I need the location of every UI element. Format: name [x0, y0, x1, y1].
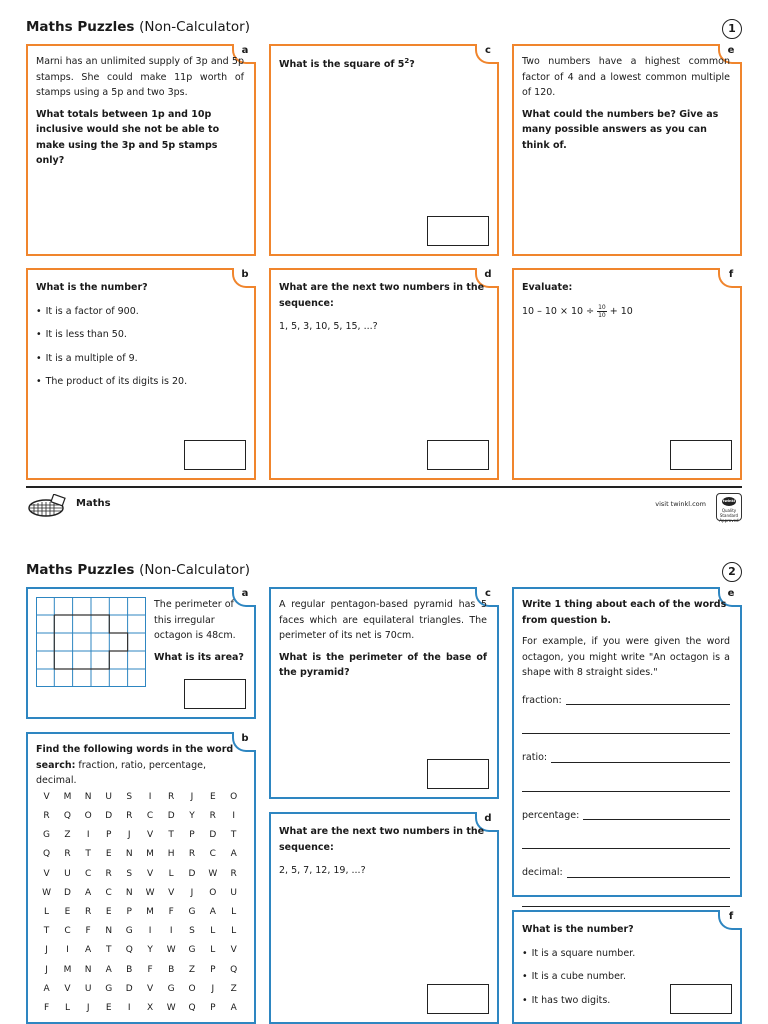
card-intro: Two numbers have a highest common factor of 4 and a lowest common multiple of 120.: [522, 56, 730, 98]
word-search-letter[interactable]: V: [146, 868, 154, 879]
card-content: [279, 824, 487, 885]
puzzle-card-f: [512, 910, 742, 1024]
card-letter: e: [718, 587, 742, 607]
answer-box[interactable]: [427, 984, 489, 1014]
fraction: [597, 304, 607, 319]
card-question: What could the numbers be? Give as many possible answers as you can think of.: [522, 108, 719, 151]
answer-line-percentage[interactable]: [522, 808, 730, 824]
card-content: [522, 54, 730, 159]
title-subtitle: (Non-Calculator): [139, 562, 250, 578]
word-search-letter[interactable]: G: [167, 983, 175, 994]
footer-website[interactable]: visit twinkl.com: [655, 500, 706, 508]
word-search-letter[interactable]: B: [168, 964, 175, 975]
card-letter: f: [718, 268, 742, 288]
question-words: fraction, ratio, percentage, decimal.: [36, 759, 206, 786]
word-search-letter[interactable]: J: [86, 1002, 90, 1013]
card-letter: a: [232, 587, 256, 607]
answer-box[interactable]: [427, 216, 489, 246]
puzzle-card-e: [512, 44, 742, 256]
word-search-letter[interactable]: D: [188, 868, 196, 879]
card-question: Write 1 thing about each of the words from question b.: [522, 599, 727, 626]
word-search-letter[interactable]: L: [231, 926, 237, 937]
word-search-letter[interactable]: A: [105, 964, 112, 975]
word-search-letter[interactable]: E: [105, 906, 112, 917]
word-search-letter[interactable]: X: [146, 1002, 154, 1013]
card-intro: Marni has an unlimited supply of 3p and 5p stamps. She could make 11p worth of stamps using a 5p and two 3ps.: [36, 56, 244, 98]
clue-item: • It is a multiple of 9.: [36, 351, 244, 367]
word-search-letter[interactable]: S: [189, 926, 195, 937]
word-search-letter[interactable]: R: [43, 811, 50, 822]
card-question: What is the perimeter of the base of the pyramid?: [279, 651, 487, 678]
answer-box[interactable]: [427, 759, 489, 789]
word-search-letter[interactable]: Q: [125, 945, 133, 956]
word-search-letter[interactable]: C: [84, 868, 92, 879]
write-line[interactable]: [522, 905, 730, 907]
word-search-letter[interactable]: R: [188, 849, 196, 860]
word-search-letter[interactable]: P: [126, 906, 132, 917]
card-question: What totals between 1p and 10p inclusive would she not be able to make using the 3p and 5p stamps only?: [36, 108, 220, 166]
expression-before: 10 – 10 × 10 ÷: [522, 305, 595, 317]
word-search-letter[interactable]: B: [126, 964, 133, 975]
word-search-letter[interactable]: R: [85, 906, 92, 917]
card-letter: b: [232, 732, 256, 752]
title-bold: Maths Puzzles: [26, 19, 135, 35]
question-suffix: ?: [409, 59, 415, 71]
puzzle-card-b: [26, 732, 256, 1024]
page-number-badge: 1: [722, 19, 742, 39]
answer-box[interactable]: [184, 679, 246, 709]
card-content: [279, 54, 487, 79]
field-label: percentage:: [522, 809, 580, 821]
word-search-letter[interactable]: L: [64, 1002, 70, 1013]
expression-after: + 10: [609, 305, 633, 317]
field-label: ratio:: [522, 752, 548, 763]
word-search-letter[interactable]: V: [146, 830, 154, 841]
word-search-letter[interactable]: P: [210, 964, 216, 975]
word-search-letter[interactable]: P: [105, 830, 112, 841]
word-search-letter[interactable]: I: [232, 811, 235, 822]
card-letter: d: [475, 268, 499, 288]
word-search-letter[interactable]: Q: [188, 1002, 196, 1013]
badge-text: Quality Standard Approved: [719, 508, 739, 523]
word-search-letter[interactable]: G: [105, 983, 113, 994]
word-search-letter[interactable]: O: [230, 791, 238, 802]
word-search-letter[interactable]: S: [126, 791, 133, 802]
word-search-letter[interactable]: C: [146, 811, 154, 822]
card-question: What is its area?: [154, 651, 244, 663]
card-letter: c: [475, 44, 499, 64]
word-search-letter[interactable]: V: [43, 868, 50, 879]
word-search-letter[interactable]: V: [168, 887, 175, 898]
write-line[interactable]: [567, 876, 730, 878]
card-letter: e: [718, 44, 742, 64]
answer-box[interactable]: [427, 440, 489, 470]
page-title: [26, 19, 250, 35]
word-search-row: [36, 980, 244, 999]
write-line[interactable]: [551, 761, 730, 763]
word-search-letter[interactable]: V: [146, 983, 154, 994]
write-line[interactable]: [522, 732, 730, 734]
card-letter: a: [232, 44, 256, 64]
word-search-letter[interactable]: G: [188, 945, 196, 956]
word-search-letter[interactable]: E: [105, 849, 112, 860]
puzzle-card-b: [26, 268, 256, 480]
word-search-letter[interactable]: C: [64, 926, 71, 937]
puzzle-card-f: [512, 268, 742, 480]
card-content: [36, 742, 244, 795]
word-search-letter[interactable]: T: [105, 945, 112, 956]
word-search-grid: [36, 788, 244, 1018]
answer-box[interactable]: [670, 984, 732, 1014]
word-search-letter[interactable]: R: [64, 849, 71, 860]
page-title: [26, 562, 250, 578]
field-label: decimal:: [522, 867, 563, 878]
word-search-row: [36, 788, 244, 807]
word-search-letter[interactable]: Z: [230, 983, 237, 994]
word-search-letter[interactable]: C: [209, 849, 216, 860]
word-search-letter[interactable]: D: [209, 830, 217, 841]
word-search-row: [36, 999, 244, 1018]
word-search-letter[interactable]: V: [43, 791, 50, 802]
word-search-letter[interactable]: R: [209, 811, 216, 822]
field-label: fraction:: [522, 694, 562, 706]
card-letter: c: [475, 587, 499, 607]
clue-item: • It is a square number.: [522, 946, 730, 962]
puzzle-card-a: [26, 44, 256, 256]
card-content: [279, 597, 487, 687]
word-search-letter[interactable]: U: [64, 868, 71, 879]
word-search-letter[interactable]: N: [105, 926, 113, 937]
puzzle-card-c: [269, 587, 499, 799]
word-search-letter[interactable]: Y: [147, 945, 153, 956]
word-search-letter[interactable]: Q: [43, 849, 51, 860]
word-search-letter[interactable]: J: [190, 791, 194, 802]
write-line[interactable]: [522, 790, 730, 792]
word-search-letter[interactable]: M: [63, 791, 72, 802]
word-search-letter[interactable]: W: [145, 887, 155, 898]
puzzle-card-d: [269, 812, 499, 1024]
page-footer: [26, 486, 742, 528]
word-search-letter[interactable]: E: [64, 906, 71, 917]
word-search-letter[interactable]: U: [105, 791, 112, 802]
word-search-letter[interactable]: M: [63, 964, 72, 975]
answer-box[interactable]: [670, 440, 732, 470]
word-search-letter[interactable]: Y: [189, 811, 195, 822]
word-search-letter[interactable]: C: [105, 887, 112, 898]
card-content: [522, 597, 730, 907]
word-search-row: [36, 826, 244, 845]
title-subtitle: (Non-Calculator): [139, 19, 250, 35]
card-question: What are the next two numbers in the sequence:: [279, 282, 485, 309]
answer-line-fraction[interactable]: [522, 693, 730, 709]
word-search-letter[interactable]: V: [64, 983, 71, 994]
word-search-letter[interactable]: J: [45, 964, 48, 975]
word-search-letter[interactable]: O: [209, 887, 217, 898]
write-line[interactable]: [566, 703, 730, 705]
word-search-letter[interactable]: J: [190, 887, 194, 898]
footer-subject: Maths: [76, 498, 111, 509]
word-search-letter[interactable]: O: [84, 811, 92, 822]
clue-item: • It is less than 50.: [36, 327, 244, 343]
word-search-letter[interactable]: M: [146, 849, 154, 860]
word-search-letter[interactable]: H: [167, 849, 175, 860]
card-question: [279, 54, 487, 73]
card-intro: The perimeter of this irregular octagon is 48cm.: [154, 599, 236, 641]
word-search-letter[interactable]: N: [84, 791, 92, 802]
word-search-letter[interactable]: A: [85, 945, 92, 956]
card-question: What is the number?: [36, 282, 148, 293]
clue-item: • It is a factor of 900.: [36, 304, 244, 320]
word-search-row: [36, 884, 244, 903]
question-bold: Find the following words in the word search:: [36, 744, 234, 771]
card-letter: d: [475, 812, 499, 832]
card-question: What is the number?: [522, 924, 634, 935]
word-search-letter[interactable]: I: [66, 945, 69, 956]
word-search-letter[interactable]: A: [230, 849, 237, 860]
word-search-letter[interactable]: S: [126, 868, 133, 879]
word-search-letter[interactable]: U: [230, 887, 237, 898]
card-content: [154, 597, 246, 671]
card-content: [522, 280, 730, 325]
puzzle-card-d: [269, 268, 499, 480]
word-search-letter[interactable]: L: [210, 945, 216, 956]
clue-item: • It has two digits.: [522, 993, 730, 1009]
word-search-letter[interactable]: T: [85, 849, 91, 860]
card-content: [36, 280, 244, 398]
card-letter: b: [232, 268, 256, 288]
octagon-grid: [36, 597, 146, 687]
expression: [522, 304, 730, 320]
word-search-letter[interactable]: A: [209, 906, 216, 917]
word-search-letter[interactable]: V: [230, 945, 237, 956]
card-letter: f: [718, 910, 742, 930]
card-example: For example, if you were given the word octagon, you might write "An octagon is a shape with 8 straight sides.": [522, 636, 730, 678]
word-search-letter[interactable]: U: [84, 983, 92, 994]
fraction-numerator: 10: [598, 303, 606, 311]
exponent: 2: [404, 57, 410, 65]
word-search-letter[interactable]: A: [230, 1002, 237, 1013]
title-bold: Maths Puzzles: [26, 562, 135, 578]
word-search-letter[interactable]: F: [85, 926, 91, 937]
card-question: [36, 742, 244, 789]
word-search-letter[interactable]: W: [166, 945, 176, 956]
word-search-letter[interactable]: G: [125, 926, 133, 937]
word-search-letter[interactable]: N: [84, 964, 92, 975]
word-search-letter[interactable]: E: [105, 1002, 112, 1013]
word-search-letter[interactable]: L: [210, 926, 216, 937]
word-search-row: [36, 865, 244, 884]
word-search-letter[interactable]: J: [45, 945, 48, 956]
word-search-letter[interactable]: F: [147, 964, 153, 975]
word-search-letter[interactable]: J: [211, 983, 215, 994]
clue-item: • It is a cube number.: [522, 969, 730, 985]
word-search-row: [36, 807, 244, 826]
word-search-letter[interactable]: L: [231, 906, 237, 917]
word-search-letter[interactable]: R: [105, 868, 112, 879]
word-search-letter[interactable]: R: [126, 811, 133, 822]
word-search-letter[interactable]: A: [85, 887, 92, 898]
word-search-letter[interactable]: Z: [188, 964, 196, 975]
word-search-letter[interactable]: I: [169, 926, 173, 937]
word-search-letter[interactable]: I: [148, 791, 152, 802]
badge-brand: twinkl: [722, 497, 736, 506]
word-search-letter[interactable]: J: [127, 830, 131, 841]
word-search-letter[interactable]: Q: [63, 811, 72, 822]
word-search-letter[interactable]: I: [86, 830, 90, 841]
question-prefix: What is the square of 5: [279, 59, 405, 71]
write-line[interactable]: [522, 847, 730, 849]
clue-list: [36, 304, 244, 390]
word-search-letter[interactable]: F: [43, 1002, 50, 1013]
word-search-letter[interactable]: Q: [230, 964, 238, 975]
word-search-row: [36, 922, 244, 941]
word-search-letter[interactable]: E: [209, 791, 216, 802]
word-search-letter[interactable]: P: [210, 1002, 216, 1013]
word-search-letter[interactable]: W: [208, 868, 218, 879]
sequence-text: 1, 5, 3, 10, 5, 15, ...?: [279, 321, 378, 332]
puzzle-card-e: [512, 587, 742, 897]
sequence-text: 2, 5, 7, 12, 19, ...?: [279, 865, 366, 876]
page-number-badge: 2: [722, 562, 742, 582]
word-search-letter[interactable]: O: [188, 983, 196, 994]
word-search-letter[interactable]: P: [189, 830, 195, 841]
word-search-letter[interactable]: M: [146, 906, 154, 917]
card-content: [279, 280, 487, 341]
word-search-letter[interactable]: F: [168, 906, 174, 917]
word-search-letter[interactable]: T: [43, 926, 50, 937]
word-search-row: [36, 903, 244, 922]
word-search-row: [36, 942, 244, 961]
maths-tools-icon: [26, 494, 66, 520]
card-content: [36, 54, 244, 175]
word-search-letter[interactable]: W: [42, 887, 51, 898]
word-search-letter[interactable]: N: [125, 849, 133, 860]
word-search-letter[interactable]: D: [167, 811, 175, 822]
word-search-letter[interactable]: R: [230, 868, 237, 879]
word-search-letter[interactable]: T: [168, 830, 174, 841]
card-question: What are the next two numbers in the sequence:: [279, 826, 485, 853]
word-search-letter[interactable]: D: [125, 983, 133, 994]
word-search-row: [36, 846, 244, 865]
word-search-letter[interactable]: I: [127, 1002, 131, 1013]
card-question: Evaluate:: [522, 282, 573, 293]
puzzle-card-c: [269, 44, 499, 256]
word-search-letter[interactable]: L: [168, 868, 174, 879]
word-search-letter[interactable]: D: [105, 811, 113, 822]
clue-item: • The product of its digits is 20.: [36, 374, 244, 390]
answer-line-decimal[interactable]: [522, 865, 730, 881]
word-search-row: [36, 961, 244, 980]
answer-box[interactable]: [184, 440, 246, 470]
quality-badge: [716, 493, 742, 521]
word-search-letter[interactable]: D: [64, 887, 71, 898]
write-line[interactable]: [583, 818, 730, 820]
puzzle-card-a: [26, 587, 256, 719]
word-search-letter[interactable]: W: [166, 1002, 176, 1013]
word-search-letter[interactable]: L: [44, 906, 50, 917]
word-search-letter[interactable]: R: [168, 791, 175, 802]
card-intro: A regular pentagon-based pyramid has 5 faces which are equilateral triangles. The perimeter of its net is 70cm.: [279, 599, 487, 641]
word-search-letter[interactable]: G: [43, 830, 51, 841]
answer-line-ratio[interactable]: [522, 750, 730, 766]
fraction-denominator: 10: [598, 311, 606, 319]
word-search-letter[interactable]: I: [148, 926, 152, 937]
word-search-letter[interactable]: T: [230, 830, 237, 841]
word-search-letter[interactable]: G: [188, 906, 196, 917]
word-search-letter[interactable]: Z: [64, 830, 71, 841]
word-search-letter[interactable]: N: [125, 887, 133, 898]
word-search-letter[interactable]: A: [43, 983, 50, 994]
